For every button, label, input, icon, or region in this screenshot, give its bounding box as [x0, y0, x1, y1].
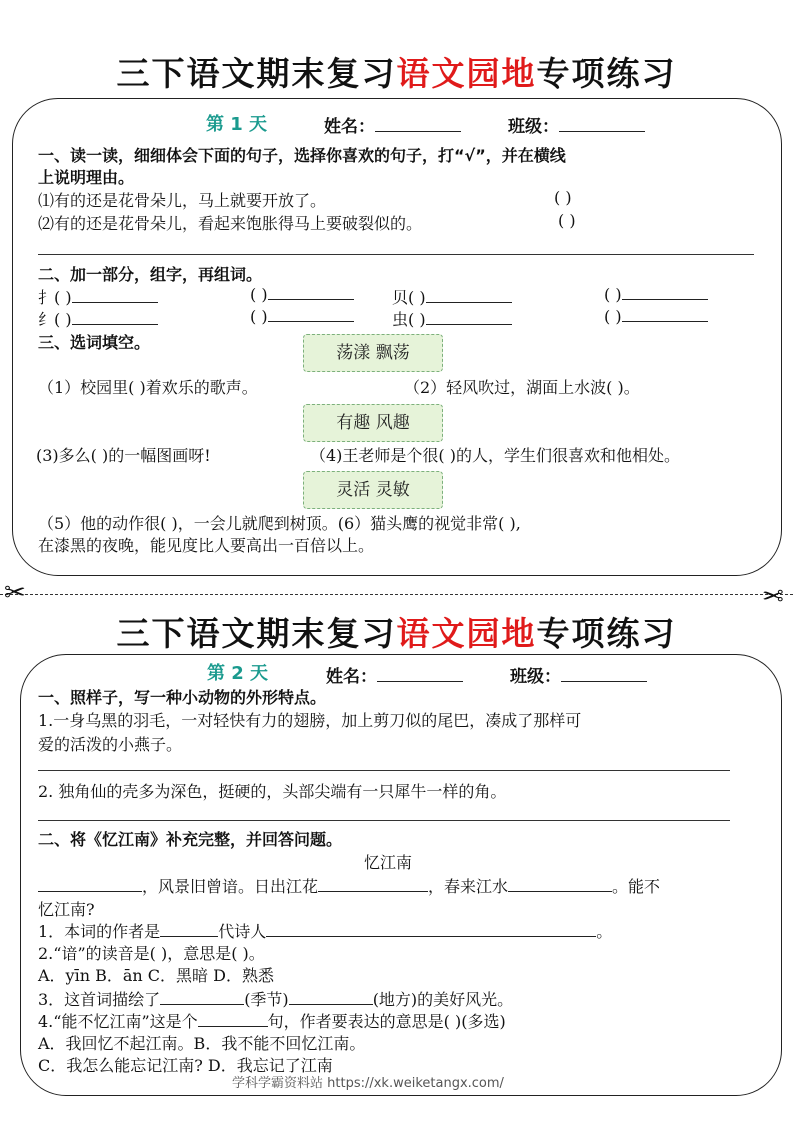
word-box-1: 荡漾 飘荡: [303, 334, 443, 372]
q3: 3．这首词描绘了 (季节) (地方)的美好风光。: [38, 990, 514, 1009]
name-label: 姓名：: [326, 667, 377, 687]
s2-row1-col1[interactable]: 扌( ): [38, 285, 158, 308]
name-blank[interactable]: [377, 667, 463, 682]
title-prefix: 三下语文期末复习: [116, 54, 397, 93]
watermark: 学科学霸资料站 https://xk.weiketangx.com/: [232, 1076, 504, 1091]
title-suffix: 专项练习: [536, 614, 677, 653]
q1-blank-dynasty[interactable]: [160, 922, 218, 937]
s2-row1-col3[interactable]: 贝( ): [392, 285, 512, 308]
class-label: 班级：: [510, 667, 561, 687]
s2-2-heading: 二、将《忆江南》补充完整，并回答问题。: [38, 830, 343, 849]
s2-row2-col2[interactable]: ( ): [250, 307, 354, 326]
s2-heading: 二、加一部分，组字，再组词。: [38, 265, 263, 284]
s3-heading: 三、选词填空。: [38, 333, 151, 352]
name-field[interactable]: [326, 662, 463, 687]
day-label: 第 1 天: [206, 114, 268, 135]
poem-blank-3[interactable]: [508, 877, 612, 892]
s1-heading-cont: 上说明理由。: [38, 168, 135, 187]
s3-q5: （5）他的动作很( )，一会儿就爬到树顶。(6）猫头鹰的视觉非常( ),: [38, 514, 521, 533]
s2-row1-col4[interactable]: ( ): [604, 285, 708, 304]
sheet1-title: [0, 48, 793, 95]
s2-1-item1-cont: 爱的活泼的小燕子。: [38, 735, 183, 754]
s3-q1: （1）校园里( )着欢乐的歌声。: [38, 378, 258, 397]
q3-blank-place[interactable]: [289, 990, 373, 1005]
sheet2-title: [0, 608, 793, 655]
word-box-2: 有趣 风趣: [303, 404, 443, 442]
class-field[interactable]: [508, 112, 645, 137]
s2-row1-col2[interactable]: ( ): [250, 285, 354, 304]
s2-1-item1: 1.一身乌黑的羽毛，一对轻快有力的翅膀，加上剪刀似的尾巴，凑成了那样可: [38, 711, 582, 730]
s2-row2-col1[interactable]: 纟( ): [38, 307, 158, 330]
answer-line-1[interactable]: [38, 770, 730, 771]
s2-row2-col4[interactable]: ( ): [604, 307, 708, 326]
s3-q3: (3)多么( )的一幅图画呀!: [36, 446, 211, 465]
poem-line-2: 忆江南?: [38, 900, 95, 919]
q4-blank[interactable]: [198, 1012, 268, 1027]
q4-options-ab: A．我回忆不起江南。B．我不能不回忆江南。: [38, 1034, 366, 1053]
poem-blank-1[interactable]: [38, 877, 142, 892]
s1-reason-line[interactable]: [38, 254, 754, 255]
s1-item1: ⑴有的还是花骨朵儿，马上就要开放了。: [38, 191, 327, 210]
s1-item2-answer[interactable]: ( ): [558, 211, 576, 230]
s3-q5-cont: 在漆黑的夜晚，能见度比人要高出一百倍以上。: [38, 536, 375, 555]
poem-line-1: ，风景旧曾谙。日出江花 ，春来江水 。能不: [38, 874, 660, 897]
class-label: 班级：: [508, 117, 559, 137]
word-box-3: 灵活 灵敏: [303, 471, 443, 509]
class-blank[interactable]: [561, 667, 647, 682]
poem-title: 忆江南: [364, 853, 413, 872]
q2: 2.“谙”的读音是( )，意思是( )。: [38, 944, 265, 963]
answer-line-2[interactable]: [38, 820, 730, 821]
cut-line: [0, 594, 793, 595]
title-suffix: 专项练习: [536, 54, 677, 93]
s1-item2: ⑵有的还是花骨朵儿，看起来饱胀得马上要破裂似的。: [38, 214, 423, 233]
title-highlight: 语文园地: [396, 614, 537, 653]
q2-options: A．yīn B．ān C．黑暗 D．熟悉: [38, 966, 274, 985]
name-label: 姓名：: [324, 117, 375, 137]
scissors-icon-right: ✂: [762, 582, 784, 612]
q1: 1．本词的作者是 代诗人 。: [38, 922, 613, 941]
q4-options-cd: C．我怎么能忘记江南? D．我忘记了江南: [38, 1056, 333, 1075]
s1-item1-answer[interactable]: ( ): [554, 188, 572, 207]
s3-q4: （4)王老师是个很( )的人，学生们很喜欢和他相处。: [310, 446, 680, 465]
s1-heading: 一、读一读，细细体会下面的句子，选择你喜欢的句子，打“√”，并在横线: [38, 146, 566, 165]
class-field[interactable]: [510, 662, 647, 687]
poem-blank-2[interactable]: [318, 877, 428, 892]
title-highlight: 语文园地: [396, 54, 537, 93]
s2-1-item2: 2. 独角仙的壳多为深色，挺硬的，头部尖端有一只犀牛一样的角。: [38, 782, 507, 801]
s2-1-heading: 一、照样子，写一种小动物的外形特点。: [38, 688, 327, 707]
q1-blank-poet[interactable]: [266, 922, 596, 937]
s3-q2: （2）轻风吹过，湖面上水波( )。: [404, 378, 640, 397]
title-prefix: 三下语文期末复习: [116, 614, 397, 653]
class-blank[interactable]: [559, 117, 645, 132]
name-blank[interactable]: [375, 117, 461, 132]
s2-row2-col3[interactable]: 虫( ): [392, 307, 512, 330]
day-label: 第 2 天: [207, 663, 269, 684]
q4: 4.“能不忆江南”这是个 句，作者要表达的意思是( )(多选): [38, 1012, 506, 1031]
scissors-icon-left: ✂: [4, 578, 26, 608]
name-field[interactable]: [324, 112, 461, 137]
q3-blank-season[interactable]: [160, 990, 244, 1005]
